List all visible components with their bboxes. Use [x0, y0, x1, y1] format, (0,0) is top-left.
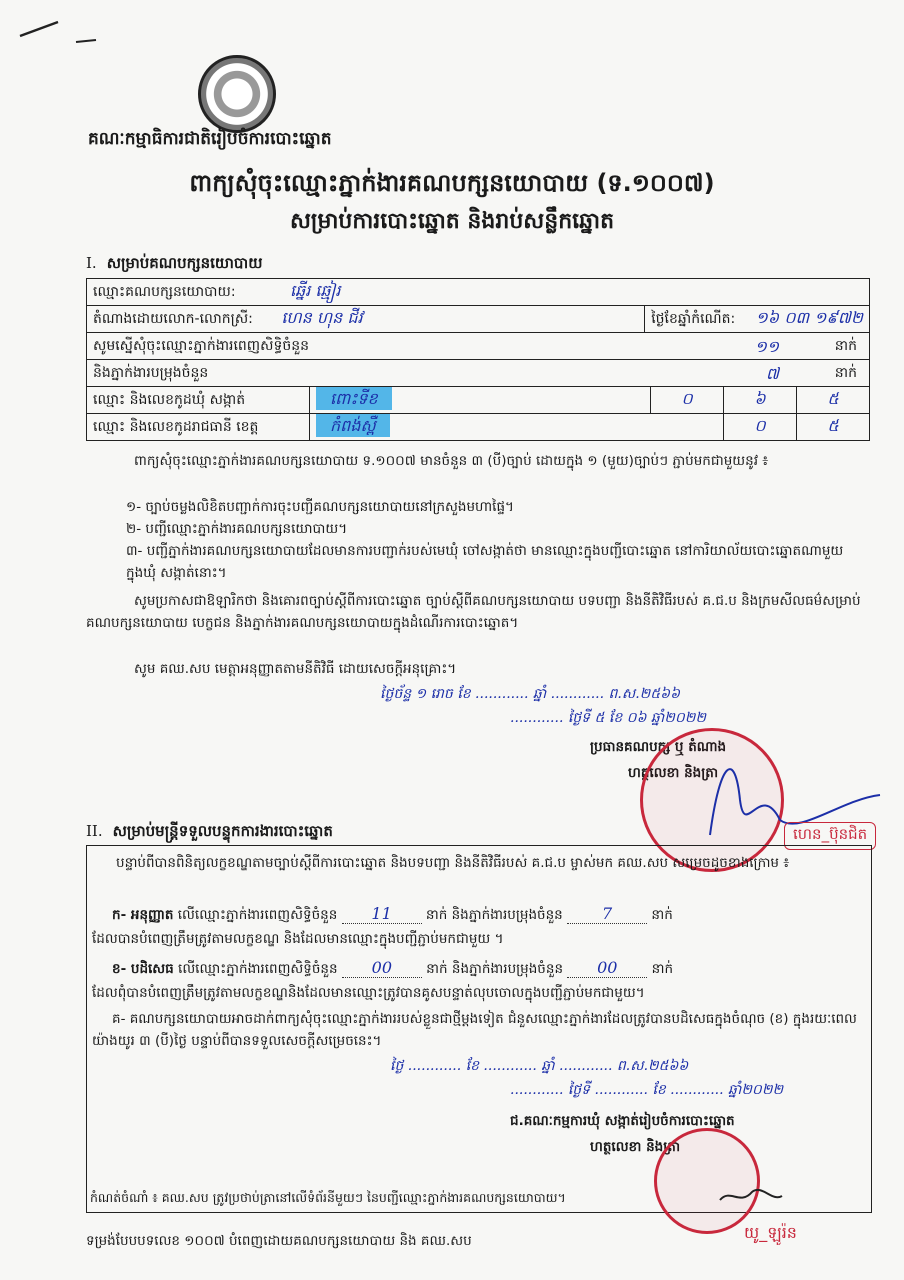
section1-intro: ពាក្យសុំចុះឈ្មោះភ្នាក់ងារគណបក្សនយោបាយ ទ.១០០៧ មានចំនួន ៣ (បី)ច្បាប់ ដោយក្នុង ១ (មួយ)ច្បាប់ៗ ភ្ជាប់មកជាមួយនូវ ៖	[134, 453, 769, 469]
party-name-value[interactable]: ឆ្នើរ ឆ្មៀរ	[289, 281, 341, 300]
rejected-main-count[interactable]: 00	[342, 958, 422, 978]
representative-cell	[87, 306, 645, 333]
section1-heading	[86, 254, 263, 276]
commune-label: ឈ្មោះ និងលេខកូដឃុំ សង្កាត់	[87, 387, 310, 414]
reserve-agents-value[interactable]: ៧	[765, 363, 779, 383]
section1-title: សម្រាប់គណបក្សនយោបាយ	[106, 254, 263, 272]
form-footer: ទម្រង់បែបបទលេខ ១០០៧ បំពេញដោយគណបក្សនយោបាយ និង គឈ.សប	[86, 1233, 472, 1249]
commune-code-2[interactable]: ៦	[724, 387, 797, 414]
section2-date-line1: ថ្ងៃ ............ ខែ ............ ឆ្នាំ ............ ព.ស.២៥៦៦	[390, 1058, 689, 1074]
decision-a-cont: ដែលបានបំពេញត្រឹមត្រូវតាមលក្ខខណ្ឌ និងដែលមានឈ្មោះក្នុងបញ្ជីភ្ជាប់មកជាមួយ ។	[92, 931, 504, 947]
footer-signature-name: យូ_ឡូរ៉ន	[744, 1223, 797, 1242]
form-subtitle: សម្រាប់ការបោះឆ្នោត និងរាប់សន្លឹកឆ្នោត	[289, 209, 615, 234]
approved-main-count[interactable]: 11	[342, 904, 422, 924]
party-name-label: ឈ្មោះគណបក្សនយោបាយ:	[93, 284, 236, 300]
dob-cell	[645, 306, 870, 333]
decision-b-line	[112, 958, 673, 980]
main-agents-value[interactable]: ១១	[754, 336, 779, 356]
footnote: កំណត់ចំណាំ ៖ គឈ.សប ត្រូវប្រថាប់ត្រានៅលើទំព័រនីមួយៗ នៃបញ្ជីឈ្មោះភ្នាក់ងារគណបក្សនយោបាយ។	[90, 1190, 566, 1205]
main-agents-row	[87, 333, 870, 360]
province-code-1[interactable]: ០	[724, 414, 797, 441]
main-agents-unit: នាក់	[834, 337, 857, 354]
commune-name-cell	[310, 387, 651, 414]
decision-c-text: គ- គណបក្សនយោបាយអាចដាក់ពាក្យសុំចុះឈ្មោះភ្នាក់ងាររបស់ខ្លួនជាថ្មីម្តងទៀត ជំនួសឈ្មោះភ្នាក់ងារដែលត្រូវបានបដិសេធក្នុងចំណុច (ខ) ក្នុងរយៈពេលយ៉ាងយូរ ៣ (បី)ថ្ងៃ បន្ទាប់ពីបានទទួលសេចក្តីសម្រេចនេះ។	[92, 1011, 857, 1049]
decision-a-line	[112, 904, 673, 926]
decision-a-label: ក- អនុញ្ញាត	[112, 907, 174, 923]
representative-label: តំណាងដោយលោក-លោកស្រី:	[93, 311, 253, 327]
declaration: សូមប្រកាសជាឱឡារិកថា និងគោរពច្បាប់ស្តីពីការបោះឆ្នោត ច្បាប់ស្តីពីគណបក្សនយោបាយ បទបញ្ជា និងនីតិវិធីរបស់ គ.ជ.ប និងក្រមសីលធម៌សម្រាប់គណបក្សនយោបាយ បេក្ខជន និងភ្នាក់ងារគណបក្សនយោបាយក្នុងដំណើរការបោះឆ្នោត។	[86, 593, 861, 631]
reserve-agents-label: និងភ្នាក់ងារបម្រុងចំនួន	[93, 364, 209, 381]
party-signer-title: ប្រធានគណបក្ស ឬ តំណាង	[590, 739, 727, 755]
decision-b-cont: ដែលពុំបានបំពេញត្រឹមត្រូវតាមលក្ខខណ្ឌនិងដែលមានឈ្មោះត្រូវបានគូសបន្ទាត់លុបចោលក្នុងបញ្ជីភ្ជាប់មកជាមួយ។	[92, 985, 645, 1001]
reserve-agents-row	[87, 360, 870, 387]
commune-value[interactable]: ពោះទីខ	[316, 387, 392, 410]
representative-value[interactable]: ហេន ហុន ជីវ	[281, 308, 363, 327]
decision-b-text: លើឈ្មោះភ្នាក់ងារពេញសិទ្ធិចំនួន	[178, 961, 338, 977]
party-signer-sub: ហត្ថលេខា និងត្រា	[628, 765, 719, 781]
dob-value[interactable]: ១៦ ០៣ ១៩៧២	[755, 308, 863, 327]
decision-b-mid: នាក់ និងភ្នាក់ងារបម្រុងចំនួន	[426, 961, 564, 977]
pen-mark	[18, 14, 98, 54]
attachment-item-1: ១- ច្បាប់ចម្លងលិខិតបញ្ជាក់ការចុះបញ្ជីគណបក្សនយោបាយនៅក្រសួងមហាផ្ទៃ។	[126, 499, 514, 515]
section2-number: II.	[86, 822, 103, 840]
section1-date-line2: ............ ថ្ងៃទី ៥ ខែ ០៦ ឆ្នាំ២០២២	[510, 710, 706, 726]
attachment-item-3: ៣- បញ្ជីភ្នាក់ងារគណបក្សនយោបាយដែលមានការបញ្ជាក់របស់មេឃុំ ចៅសង្កាត់ថា មានឈ្មោះក្នុងបញ្ជីបោះឆ្នោត នៅការិយាល័យបោះឆ្នោតណាមួយក្នុងឃុំ សង្កាត់នោះ។	[126, 543, 844, 581]
rejected-reserve-count[interactable]: 00	[567, 958, 647, 978]
official-signature	[716, 1180, 786, 1210]
province-label: ឈ្មោះ និងលេខកូដរាជធានី ខេត្ត	[87, 414, 310, 441]
province-value[interactable]: កំពង់ស្ពឺ	[316, 414, 390, 437]
decision-b-label: ខ- បដិសេធ	[112, 961, 174, 977]
main-agents-label: សូមស្នើសុំចុះឈ្មោះភ្នាក់ងារពេញសិទ្ធិចំនួន	[93, 337, 310, 354]
section2-heading	[86, 822, 333, 844]
province-name-cell	[310, 414, 724, 441]
form-title: ពាក្យសុំចុះឈ្មោះភ្នាក់ងារគណបក្សនយោបាយ (ទ.១០០៧)	[189, 169, 715, 197]
commune-code-1[interactable]: ០	[651, 387, 724, 414]
approved-reserve-count[interactable]: 7	[567, 904, 647, 924]
official-signer-sub: ហត្ថលេខា និងត្រា	[590, 1139, 681, 1155]
section1-number: I.	[86, 254, 97, 272]
party-info-table	[86, 278, 870, 441]
section2-date-line2: ............ ថ្ងៃទី ............ ខែ ............ ឆ្នាំ២០២២	[510, 1082, 784, 1098]
province-code-2[interactable]: ៥	[797, 414, 870, 441]
commune-code-3[interactable]: ៥	[797, 387, 870, 414]
attachment-item-2: ២- បញ្ជីឈ្មោះភ្នាក់ងារគណបក្សនយោបាយ។	[126, 521, 348, 537]
dob-label: ថ្ងៃខែឆ្នាំកំណើត:	[651, 311, 736, 327]
national-emblem-icon	[198, 55, 276, 133]
party-name-row	[87, 279, 870, 306]
decision-a-mid: នាក់ និងភ្នាក់ងារបម្រុងចំនួន	[425, 907, 563, 923]
party-signer-name: ហេន_ប៊ុនជិត	[784, 822, 876, 850]
reserve-agents-unit: នាក់	[834, 364, 857, 381]
request-text: សូម គឈ.សប មេត្តាអនុញ្ញាតតាមនីតិវិធី ដោយសេចក្តីអនុគ្រោះ។	[134, 661, 457, 677]
committee-name: គណៈកម្មាធិការជាតិរៀបចំការបោះឆ្នោត	[88, 129, 332, 149]
decision-a-unit: នាក់	[651, 907, 673, 923]
section2-intro: បន្ទាប់ពីបានពិនិត្យលក្ខខណ្ឌតាមច្បាប់ស្តីពីការបោះឆ្នោត និងបទបញ្ជា និងនីតិវិធីរបស់ គ.ជ.ប ម្ចាស់មក គឈ.សប សម្រេចដូចខាងក្រោម ៖	[116, 855, 790, 871]
section2-title: សម្រាប់មន្ត្រីទទួលបន្ទុកការងារបោះឆ្នោត	[112, 822, 333, 840]
official-signer-title: ជ.គណៈកម្មការឃុំ សង្កាត់រៀបចំការបោះឆ្នោត	[510, 1113, 735, 1129]
section1-date-line1: ថ្ងៃច័ន្ទ ១ រោច ខែ ............ ឆ្នាំ ............ ព.ស.២៥៦៦	[380, 686, 680, 702]
decision-a-text: លើឈ្មោះភ្នាក់ងារពេញសិទ្ធិចំនួន	[177, 907, 338, 923]
decision-b-unit: នាក់	[651, 961, 674, 977]
